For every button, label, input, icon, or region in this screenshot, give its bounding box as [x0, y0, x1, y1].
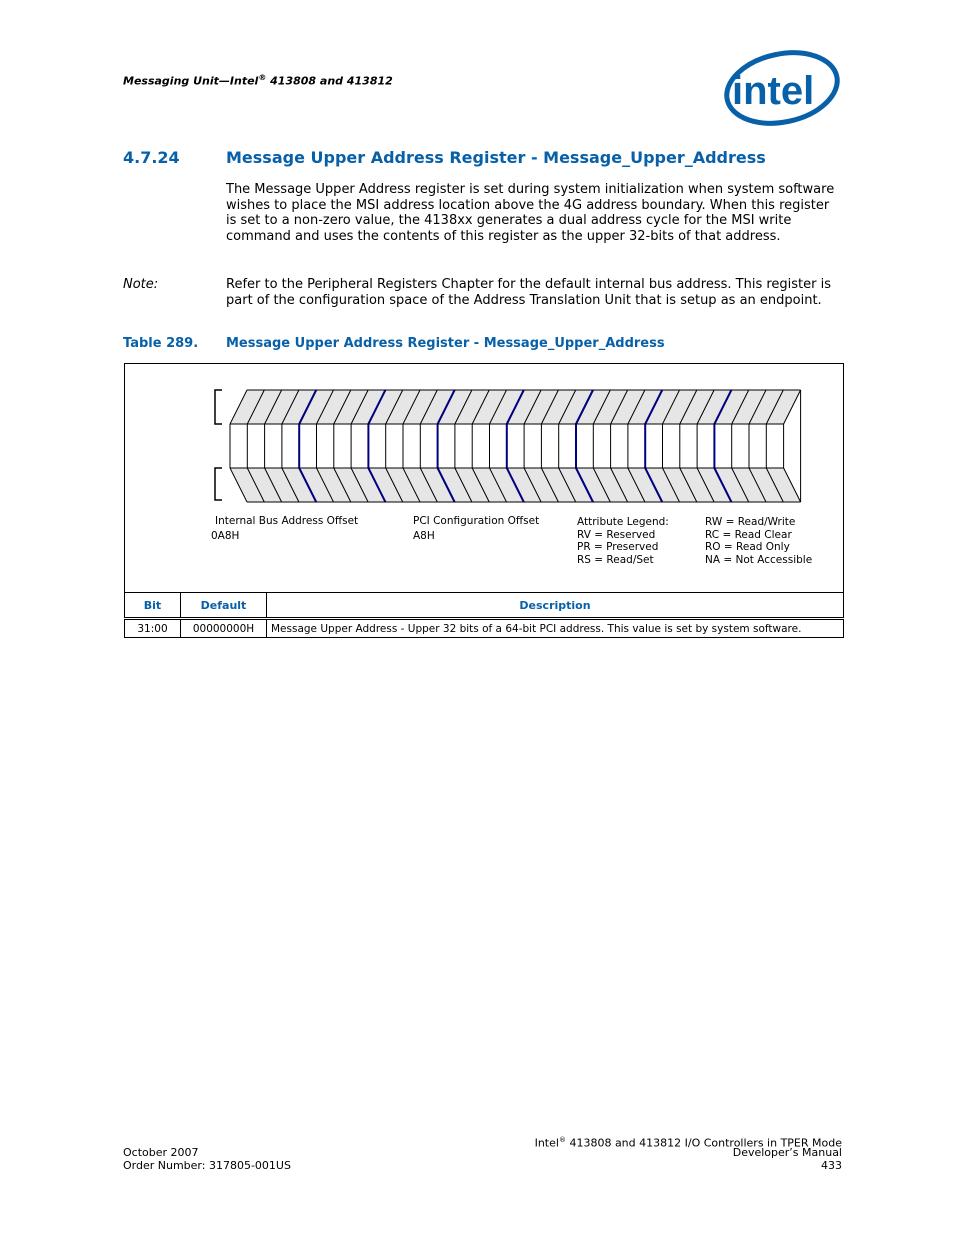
- running-header-title: Messaging Unit—Intel: [123, 74, 259, 88]
- cell-default: 00000000H: [181, 619, 267, 638]
- table-header-row: [125, 593, 844, 619]
- table-number: Table 289.: [123, 336, 199, 351]
- pci-offset-value: A8H: [413, 530, 435, 542]
- footer-doc-subtitle: Developer’s Manual: [732, 1146, 842, 1159]
- table-row: [125, 619, 844, 638]
- footer-date: October 2007: [123, 1146, 199, 1159]
- register-description-table: [124, 592, 844, 638]
- legend-entry: RO = Read Only: [705, 541, 790, 553]
- note-text: Refer to the Peripheral Registers Chapter for the default internal bus address. This register is part of the configuration space of the Address Translation Unit that is setup as an endpoint.: [226, 277, 832, 308]
- lower-bracket: [215, 468, 222, 500]
- legend-entry: RV = Reserved: [577, 529, 656, 541]
- legend-entry: NA = Not Accessible: [705, 554, 813, 566]
- table-title: Message Upper Address Register - Message_Upper_Address: [226, 336, 665, 351]
- legend-entry: RC = Read Clear: [705, 529, 792, 541]
- legend-entry: PR = Preserved: [577, 541, 659, 553]
- legend-entry: RS = Read/Set: [577, 554, 654, 566]
- legend-entry: RW = Read/Write: [705, 516, 796, 528]
- register-bit-diagram: [210, 386, 810, 506]
- registered-mark: ®: [258, 73, 267, 82]
- footer-order-number: Order Number: 317805-001US: [123, 1159, 291, 1172]
- logo-text: intel: [732, 69, 815, 113]
- registered-mark: ®: [558, 1136, 566, 1144]
- pci-offset-label: PCI Configuration Offset: [413, 515, 540, 527]
- section-title: Message Upper Address Register - Message_Upper_Address: [226, 148, 766, 167]
- column-header-bit: Bit: [125, 593, 181, 619]
- running-header: [123, 73, 393, 88]
- footer-doc-title-suffix: 413808 and 413812 I/O Controllers in TPER Mode: [565, 1136, 842, 1150]
- note-label: Note:: [123, 277, 159, 292]
- section-body: The Message Upper Address register is set during system initialization when system software wishes to place the MSI address location above the 4G address boundary. When this register is set to a non-zero value, the 4138xx generates a dual address cycle for the MSI write command and uses the contents of this register as the upper 32-bits of that address.: [226, 182, 835, 244]
- ib-offset-label: Internal Bus Address Offset: [215, 515, 359, 527]
- intel-logo: [724, 48, 842, 128]
- upper-bracket: [215, 390, 222, 424]
- cell-description: Message Upper Address - Upper 32 bits of a 64-bit PCI address. This value is set by system software.: [267, 619, 844, 638]
- footer-page-number: 433: [821, 1159, 842, 1172]
- footer-doc-title-prefix: Intel: [534, 1136, 559, 1150]
- section-number: 4.7.24: [123, 148, 180, 167]
- ib-offset-value: 0A8H: [211, 530, 240, 542]
- legend-title: Attribute Legend:: [577, 516, 669, 528]
- cell-bit: 31:00: [125, 619, 181, 638]
- column-header-description: Description: [267, 593, 844, 619]
- running-header-suffix: 413808 and 413812: [266, 74, 393, 88]
- column-header-default: Default: [181, 593, 267, 619]
